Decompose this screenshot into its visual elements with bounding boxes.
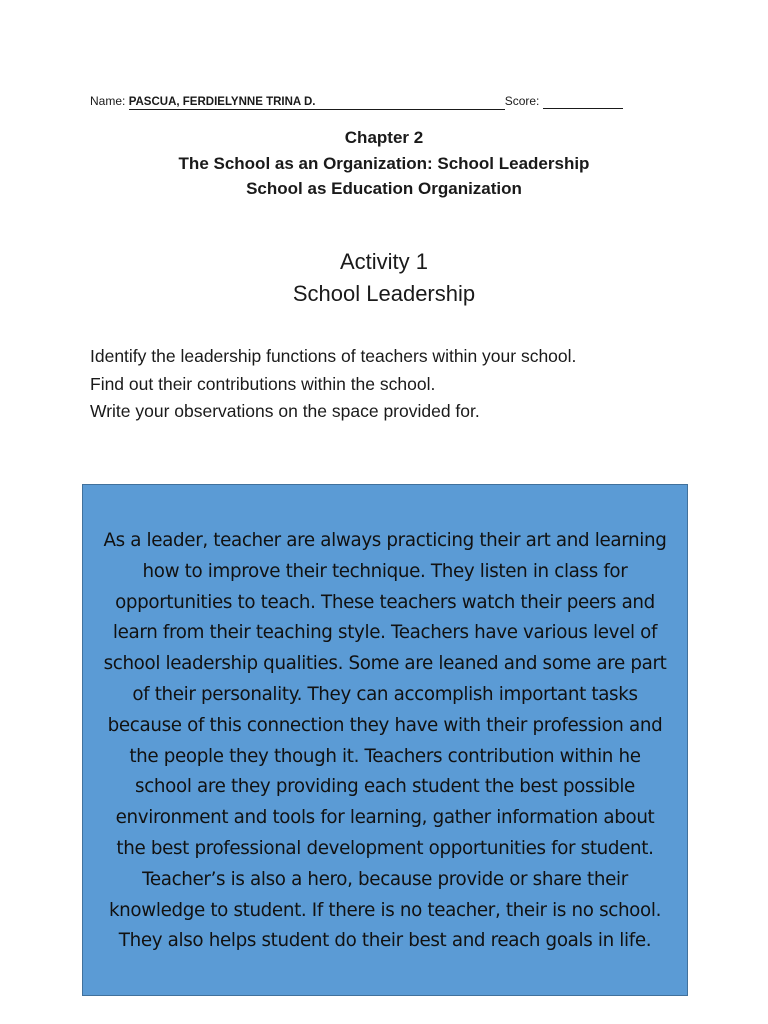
name-value: PASCUA, FERDIELYNNE TRINA D. [129,95,505,110]
answer-line: Teacher’s is also a hero, because provide or share their [142,868,628,890]
chapter-number: Chapter 2 [344,128,424,147]
instruction-line: Find out their contributions within the school. [90,373,436,394]
answer-line: As a leader, teacher are always practicing their art and learning [103,530,667,551]
chapter-heading [0,125,768,202]
activity-number: Activity 1 [339,249,429,274]
chapter-subtitle: School as Education Organization [246,179,522,198]
answer-line: how to improve their technique. They listen in class for [142,560,628,582]
answer-line: They also helps student do their best and reach goals in life. [118,930,652,952]
answer-text [91,526,679,957]
score-blank [543,94,623,109]
answer-line: because of this connection they have with their profession and [107,714,663,736]
name-label: Name: [90,94,126,108]
answer-line: the people they though it. Teachers contribution within he [129,745,641,767]
answer-line: of their personality. They can accomplish important tasks [132,683,638,705]
header-line [90,94,623,110]
answer-line: school are they providing each student the best possible [135,776,635,798]
answer-line: learn from their teaching style. Teachers have various level of [112,622,658,644]
instruction-line: Write your observations on the space provided for. [90,401,480,421]
answer-box [82,484,688,996]
activity-title: School Leadership [292,281,476,306]
activity-heading [0,246,768,310]
answer-line: knowledge to student. If there is no teacher, their is no school. [108,899,662,921]
answer-line: the best professional development opportunities for student. [116,837,654,859]
instructions [90,343,576,426]
answer-line: environment and tools for learning, gather information about [115,807,655,829]
answer-line: opportunities to teach. These teachers watch their peers and [115,591,655,613]
instruction-line: Identify the leadership functions of teachers within your school. [90,346,577,366]
chapter-title: The School as an Organization: School Leadership [178,153,590,173]
score-label: Score: [504,94,540,108]
answer-line: school leadership qualities. Some are leaned and some are part [103,653,667,675]
